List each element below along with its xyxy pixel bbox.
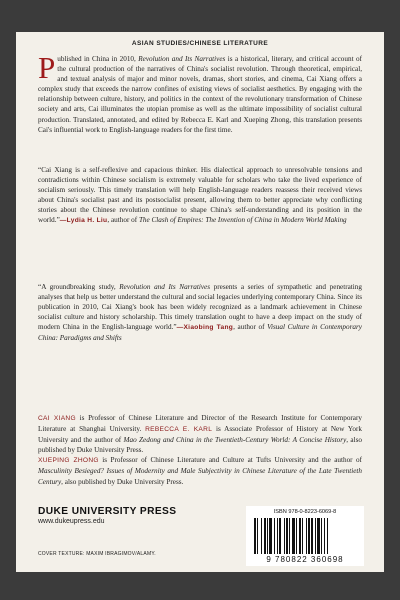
blurb-tang-author: —Xiaobing Tang: [176, 324, 234, 332]
blurb-tang-separator: , author of: [233, 323, 268, 332]
blurb-liu: [38, 165, 362, 227]
bio-zhong-book: Masculinity Besieged? Issues of Modernity and Male Subjectivity in Chinese Literature of the Late Twentieth Century: [38, 467, 362, 486]
cover-credit: COVER TEXTURE: MAXIM IBRAGIMOV/ALAMY.: [38, 551, 156, 557]
bio-karl-text-end: , also published by Duke University Press.: [38, 436, 362, 455]
blurb-tang-book: Visual Culture in Contemporary China: Paradigms and Shifts: [38, 323, 362, 343]
description-body: is a historical, literary, and critical account of the cultural production of the narratives of China's socialist revolution. Through theoretical, empirical, and textual analysis of major and minor novels, dramas, short stories, and cinema, Cai Xiang offers a complex study that exceeds the narrow confines of existing views of socialist aesthetics. By engaging with the relationship between culture, history, and politics in the context of the revolutionary transformation of Chinese society and arts, Cai illuminates the utopian promise as well as the ultimate impossibility of socialist cultural production. Translated, annotated, and edited by Rebecca E. Karl and Xueping Zhong, this translation presents Cai's influential work to English-language readers for the first time.: [38, 55, 362, 134]
blurb-tang-book-title: Revolution and Its Narratives: [119, 283, 211, 291]
description-book-title: Revolution and Its Narratives: [138, 55, 226, 63]
description-intro: ublished in China in 2010,: [57, 55, 139, 63]
bio-zhong-text: is Professor of Chinese Literature and Culture at Tufts University and the author of: [98, 456, 362, 465]
publisher-url: www.dukeupress.edu: [38, 518, 105, 525]
blurb-liu-separator: , author of: [107, 216, 139, 225]
barcode-icon: [254, 518, 356, 554]
cover-panel: [16, 32, 384, 572]
category-label: ASIAN STUDIES/CHINESE LITERATURE: [131, 40, 269, 47]
bio-karl-text: is Associate Professor of History at New York University and the author of: [38, 425, 362, 445]
book-description: [38, 50, 362, 135]
blurb-tang-text: presents a series of sympathetic and penetrating analyses that help us better understand the cultural and social legacies underlying contemporary China. Since its publication in 2010, Cai Xiang's book has been widely recognized as a landmark achievement in Chinese socialist culture and history scholarship. This timely translation ought to have a deep impact on the study of modern China in the English-language world.”: [38, 283, 362, 332]
bio-karl-book: Mao Zedong and China in the Twentieth-Century World: A Concise History: [123, 436, 347, 445]
blurb-tang-intro: “A groundbreaking study,: [38, 283, 120, 291]
barcode-box: [246, 506, 364, 566]
publisher-name: DUKE UNIVERSITY PRESS: [38, 506, 177, 517]
bio-cai-name: CAI XIANG: [38, 415, 76, 422]
bio-cai-text: is Professor of Chinese Literature and Director of the Research Institute for Contemporary Literature at Shanghai University.: [38, 414, 362, 434]
barcode-digits: 9 780822 360698: [266, 555, 344, 564]
bio-zhong-name: XUEPING ZHONG: [38, 457, 99, 465]
author-bios: [38, 413, 362, 487]
blurb-liu-text: “Cai Xiang is a self-reflexive and capacious thinker. His dialectical approach to unresolvable tensions and contradictions within Chinese socialism is extremely valuable for scholars who take the lived experience of socialism seriously. This timely translation will help English-language readers reassess their received views about China's socialist past and its postsocialist present, allowing them to better appreciate why conflicting stories about the Chinese revolution continue to shape China's self-understanding and its position in the world.”: [38, 166, 362, 225]
drop-cap: P: [38, 50, 56, 85]
blurb-tang: [38, 282, 362, 344]
isbn-label: ISBN 978-0-8223-6069-8: [273, 509, 337, 515]
bio-karl-name: REBECCA E. KARL: [145, 426, 213, 434]
blurb-liu-author: —Lydia H. Liu: [59, 217, 108, 225]
bio-zhong-text-end: , also published by Duke University Press.: [61, 477, 184, 486]
blurb-liu-book: The Clash of Empires: The Invention of China in Modern World Making: [138, 216, 347, 225]
